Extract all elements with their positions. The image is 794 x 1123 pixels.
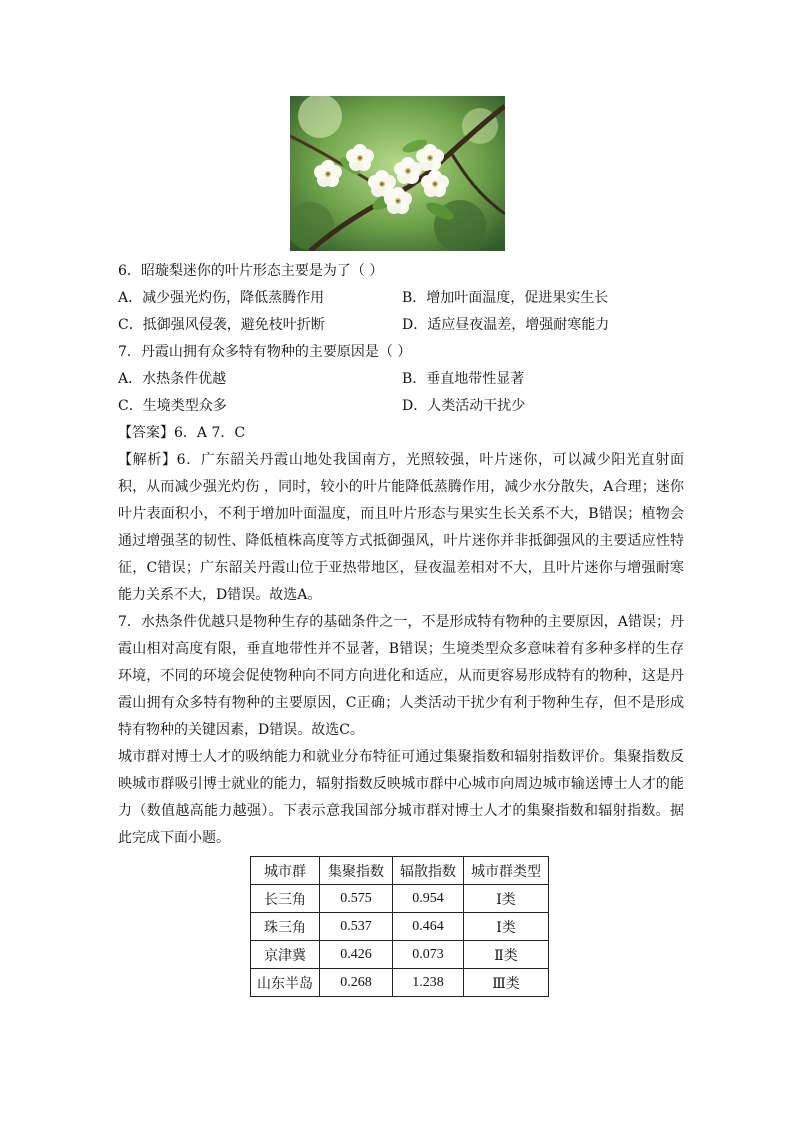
pear-blossom-photo <box>290 96 505 251</box>
cell-cluster-type: Ⅰ类 <box>464 885 549 913</box>
cell-radiation-index: 0.954 <box>393 885 464 913</box>
question-7-option-a: A．水热条件优越 <box>118 371 227 387</box>
table-intro-paragraph: 城市群对博士人才的吸纳能力和就业分布特征可通过集聚指数和辐射指数评价。集聚指数反映城市群吸引博士就业的能力，辐射指数反映城市群中心城市向周边城市输送博士人才的能力（数值越高能力越强）。下表示意我国部分城市群对博士人才的集聚指数和辐射指数。据此完成下面小题。 <box>118 749 684 846</box>
answer-line: 【答案】6．A 7．C <box>118 425 246 441</box>
cell-city-cluster: 京津冀 <box>251 941 320 969</box>
question-6-option-c: C．抵御强风侵袭，避免枝叶折断 <box>118 317 325 333</box>
cell-cluster-type: Ⅲ类 <box>464 969 549 997</box>
cell-cluster-type: Ⅰ类 <box>464 913 549 941</box>
question-7-option-d: D．人类活动干扰少 <box>402 398 526 414</box>
question-7-option-c: C．生境类型众多 <box>118 398 227 414</box>
cell-radiation-index: 0.073 <box>393 941 464 969</box>
question-7-stem: 7．丹霞山拥有众多特有物种的主要原因是（ ） <box>118 344 412 360</box>
question-6-option-b: B．增加叶面温度，促进果实生长 <box>402 290 609 306</box>
cell-agglomeration-index: 0.575 <box>320 885 393 913</box>
cell-cluster-type: Ⅱ类 <box>464 941 549 969</box>
question-6-option-a: A．减少强光灼伤，降低蒸腾作用 <box>118 290 325 306</box>
header-agglomeration-index: 集聚指数 <box>320 857 393 885</box>
city-cluster-table <box>250 856 549 997</box>
header-cluster-type: 城市群类型 <box>464 857 549 885</box>
question-6-option-d: D．适应昼夜温差，增强耐寒能力 <box>402 317 610 333</box>
table-row <box>251 913 549 941</box>
cell-city-cluster: 长三角 <box>251 885 320 913</box>
cell-agglomeration-index: 0.426 <box>320 941 393 969</box>
analysis-question-6: 【解析】6．广东韶关丹霞山地处我国南方，光照较强，叶片迷你，可以减少阳光直射面积，从而减少强光灼伤 ，同时，较小的叶片能降低蒸腾作用，减少水分散失，A合理；迷你叶片表面积小，不利于增加叶面温度，而且叶片形态与果实生长关系不大，B错误；植物会通过增强茎的韧性、降低植株高度等方式抵御强风，叶片迷你并非抵御强风的主要适应性特征，C错误；广东韶关丹霞山位于亚热带地区，昼夜温差相对不大，且叶片迷你与增强耐寒能力关系不大，D错误。故选A。 <box>118 452 684 603</box>
cell-agglomeration-index: 0.537 <box>320 913 393 941</box>
table-row <box>251 941 549 969</box>
cell-agglomeration-index: 0.268 <box>320 969 393 997</box>
photo-illustration <box>290 96 505 251</box>
cell-radiation-index: 1.238 <box>393 969 464 997</box>
cell-city-cluster: 山东半岛 <box>251 969 320 997</box>
header-radiation-index: 辐散指数 <box>393 857 464 885</box>
question-7-option-b: B．垂直地带性显著 <box>402 371 525 387</box>
table-row <box>251 885 549 913</box>
table-header-row <box>251 857 549 885</box>
header-city-cluster: 城市群 <box>251 857 320 885</box>
question-6-stem: 6．昭璇梨迷你的叶片形态主要是为了（ ） <box>118 263 384 279</box>
analysis-question-7: 7．水热条件优越只是物种生存的基础条件之一，不是形成特有物种的主要原因，A错误；丹霞山相对高度有限，垂直地带性并不显著，B错误；生境类型众多意味着有多种多样的生存环境，不同的环境会促使物种向不同方向进化和适应，从而更容易形成特有的物种，这是丹霞山拥有众多特有物种的主要原因，C正确；人类活动干扰少有利于物种生存，但不是形成特有物种的关键因素，D错误。故选C。 <box>118 614 684 738</box>
cell-radiation-index: 0.464 <box>393 913 464 941</box>
table-row <box>251 969 549 997</box>
cell-city-cluster: 珠三角 <box>251 913 320 941</box>
